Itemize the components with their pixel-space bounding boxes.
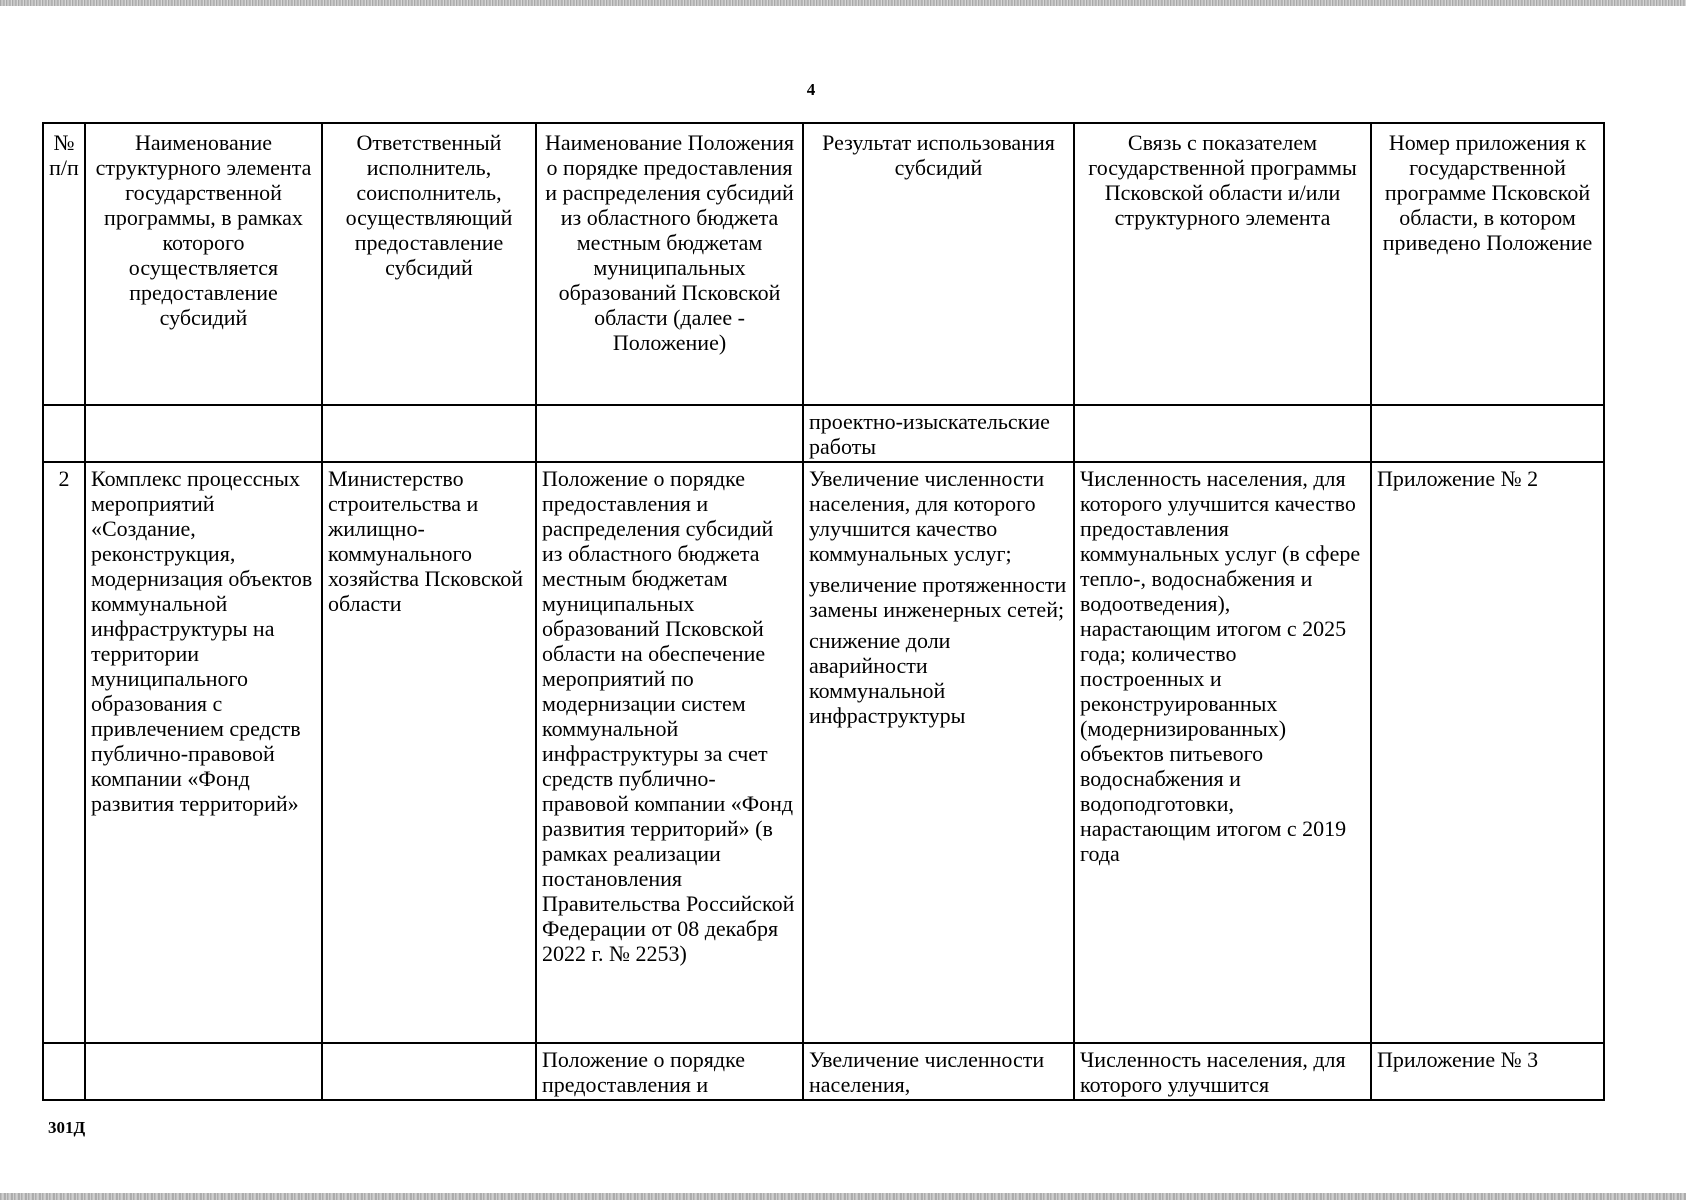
header-indicator: Связь с показателем государственной программы Псковской области и/или структурного элемента (1074, 123, 1371, 405)
cell-empty (322, 405, 536, 462)
subsidy-table (42, 122, 1605, 1101)
table-row (43, 1043, 1604, 1100)
scan-edge-bottom (0, 1193, 1686, 1200)
table-header-row (43, 123, 1604, 405)
cell-regulation: Положение о порядке предоставления и (536, 1043, 803, 1100)
cell-empty (1074, 405, 1371, 462)
cell-empty (85, 1043, 322, 1100)
cell-executor: Министерство строительства и жилищно-коммунального хозяйства Псковской области (322, 462, 536, 1043)
header-number: № п/п (43, 123, 85, 405)
cell-appendix: Приложение № 3 (1371, 1043, 1604, 1100)
result-item: снижение доли аварийности коммунальной инфраструктуры (809, 628, 966, 728)
header-regulation: Наименование Положения о порядке предоставления и распределения субсидий из областного бюджета местным бюджетам муниципальных образований Псковской области (далее - Положение) (536, 123, 803, 405)
document-code: 301Д (48, 1118, 86, 1137)
cell-result: Увеличение численности населения, (803, 1043, 1074, 1100)
cell-empty (85, 405, 322, 462)
header-structural-element: Наименование структурного элемента государственной программы, в рамках которого осуществляется предоставление субсидий (85, 123, 322, 405)
table-row (43, 462, 1604, 1043)
header-result: Результат использования субсидий (803, 123, 1074, 405)
cell-row-number: 2 (43, 462, 85, 1043)
cell-empty (43, 1043, 85, 1100)
cell-empty (322, 1043, 536, 1100)
table-row (43, 405, 1604, 462)
cell-regulation: Положение о порядке предоставления и распределения субсидий из областного бюджета местным бюджетам муниципальных образований Псковской области на обеспечение мероприятий по модернизации систем коммунальной инфраструктуры за счет средств публично-правовой компании «Фонд развития территорий» (в рамках реализации постановления Правительства Российской Федерации от 08 декабря 2022 г. № 2253) (536, 462, 803, 1043)
cell-appendix: Приложение № 2 (1371, 462, 1604, 1043)
cell-empty (536, 405, 803, 462)
cell-structural-element: Комплекс процессных мероприятий «Создание, реконструкция, модернизация объектов коммунальной инфраструктуры на территории муниципального образования с привлечением средств публично-правовой компании «Фонд развития территорий» (85, 462, 322, 1043)
result-item: Увеличение численности населения, для которого улучшится качество коммунальных услуг; (809, 466, 1045, 566)
header-executor: Ответственный исполнитель, соисполнитель, осуществляющий предоставление субсидий (322, 123, 536, 405)
page-number: 4 (806, 80, 816, 99)
cell-empty (1371, 405, 1604, 462)
cell-indicator: Численность населения, для которого улучшится качество предоставления коммунальных услуг (в сфере тепло-, водоснабжения и водоотведения), нарастающим итогом с 2025 года; количество построенных и реконструированных (модернизированных) объектов питьевого водоснабжения и водоподготовки, нарастающим итогом с 2019 года (1074, 462, 1371, 1043)
cell-indicator: Численность населения, для которого улучшится (1074, 1043, 1371, 1100)
cell-empty (43, 405, 85, 462)
header-appendix: Номер приложения к государственной программе Псковской области, в котором приведено Положение (1371, 123, 1604, 405)
cell-result-continuation: проектно-изыскательские работы (803, 405, 1074, 462)
cell-results (803, 462, 1074, 1043)
scan-edge-top (0, 0, 1686, 6)
result-item: увеличение протяженности замены инженерных сетей; (809, 572, 1067, 622)
